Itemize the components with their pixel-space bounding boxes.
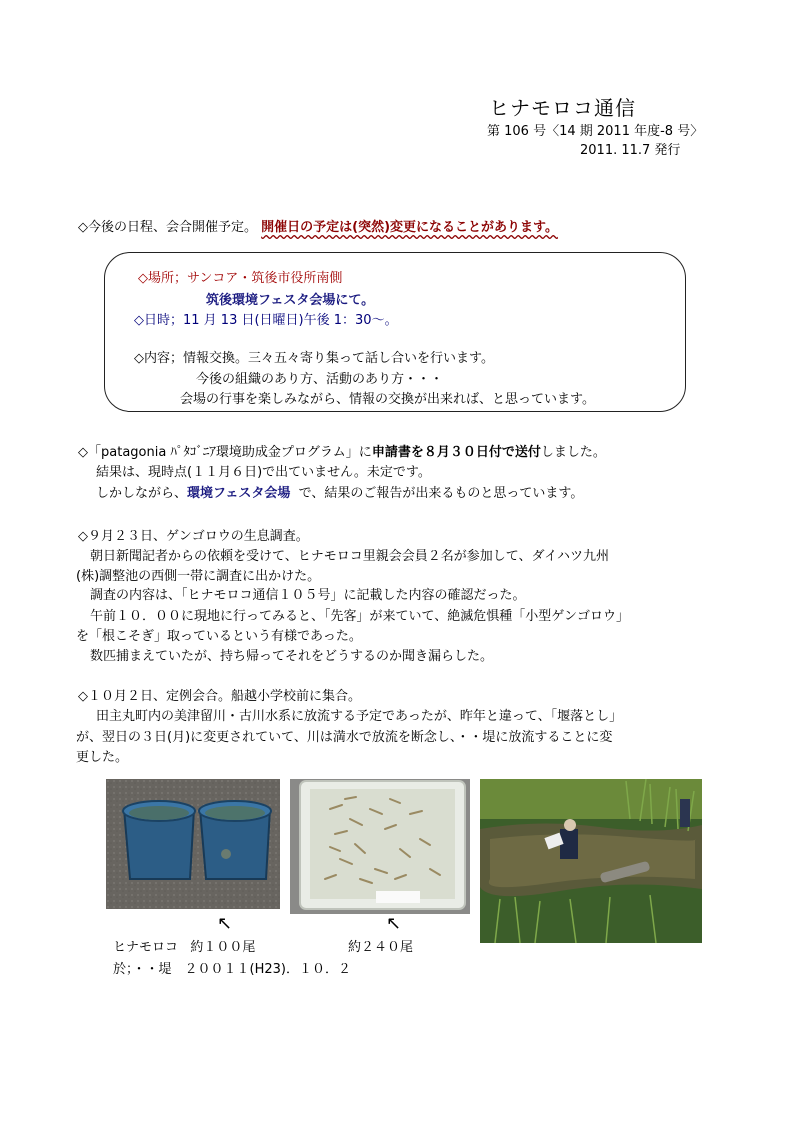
event-place: ◇場所；サンコア・筑後市役所南側 xyxy=(138,271,343,286)
meeting-p1c: 更した。 xyxy=(76,750,129,765)
patagonia-line-3: しかしながら、環境フェスタ会場 で、結果のご報告が出来るものと思っています。 xyxy=(96,486,584,501)
title: ヒナモロコ通信 xyxy=(489,96,636,120)
caption-count-2: 約２４０尾 xyxy=(348,940,414,955)
meeting-p1b: が、翌日の３日(月)に変更されていて、川は満水で放流を断念し、・・堤に放流することに変 xyxy=(76,730,613,745)
survey-heading: ◇９月２３日、ゲンゴロウの生息調査。 xyxy=(78,529,309,544)
survey-p4: 数匹捕まえていたが、持ち帰ってそれをどうするのか聞き漏らした。 xyxy=(90,649,494,664)
festa-link-text: 環境フェスタ会場 xyxy=(187,486,291,501)
survey-p1b: (株)調整池の西側一帯に調査に出かけた。 xyxy=(76,569,321,584)
patagonia-line-1: ◇「patagonia ﾊﾟﾀｺﾞﾆｱ環境助成金プログラム」に申請書を８月３０日付で送付しました。 xyxy=(78,445,606,460)
event-content-3: 会場の行事を楽しみながら、情報の交換が出来れば、と思っています。 xyxy=(180,392,595,407)
patagonia-emphasis: 申請書を８月３０日付で送付 xyxy=(371,445,541,460)
event-content: ◇内容；情報交換。三々五々寄り集って話し合いを行います。 xyxy=(134,351,494,366)
arrow-icon-1: ↖ xyxy=(217,913,233,934)
survey-p3: 午前１０．００に現地に行ってみると、「先客」が来ていて、絶滅危惧種「小型ゲンゴロウ」 xyxy=(90,609,629,624)
meeting-heading: ◇１０月２日、定例会合。船越小学校前に集合。 xyxy=(78,689,361,704)
patagonia-line-2: 結果は、現時点(１１月６日)で出ていません。未定です。 xyxy=(96,465,431,480)
photo-pond xyxy=(480,779,702,943)
survey-p2: 調査の内容は、「ヒナモロコ通信１０５号」に記載した内容の確認だった。 xyxy=(90,588,526,603)
schedule-heading xyxy=(78,219,558,237)
photo-buckets xyxy=(106,779,280,909)
issue-date: 2011. 11.7 発行 xyxy=(580,143,681,158)
arrow-icon-2: ↖ xyxy=(386,913,402,934)
caption-label: ヒナモロコ xyxy=(113,940,179,955)
meeting-p1: 田主丸町内の美津留川・古川水系に放流する予定であったが、昨年と違って、「堰落とし」 xyxy=(96,709,623,724)
photo-fish-container xyxy=(290,779,470,914)
event-venue: 筑後環境フェスタ会場にて。 xyxy=(206,293,375,308)
caption-location: 於；・・堤 ２００１１(H23)．１０．２ xyxy=(113,962,351,977)
issue-number: 第 106 号〈14 期 2011 年度-8 号〉 xyxy=(487,124,704,139)
event-content-2: 今後の組織のあり方、活動のあり方・・・ xyxy=(196,372,444,387)
schedule-label: ◇今後の日程、会合開催予定。 xyxy=(78,220,257,235)
survey-p3b: を「根こそぎ」取っているという有様であった。 xyxy=(76,629,362,644)
event-datetime: ◇日時；11 月 13 日(日曜日)午後 1：30～。 xyxy=(134,313,398,328)
caption-row-1 xyxy=(113,939,255,957)
caption-count-1: 約１００尾 xyxy=(190,940,256,955)
survey-p1: 朝日新聞記者からの依頼を受けて、ヒナモロコ里親会会員２名が参加して、ダイハツ九州 xyxy=(90,549,609,564)
schedule-warning: 開催日の予定は(突然)変更になることがあります。 xyxy=(261,220,558,235)
